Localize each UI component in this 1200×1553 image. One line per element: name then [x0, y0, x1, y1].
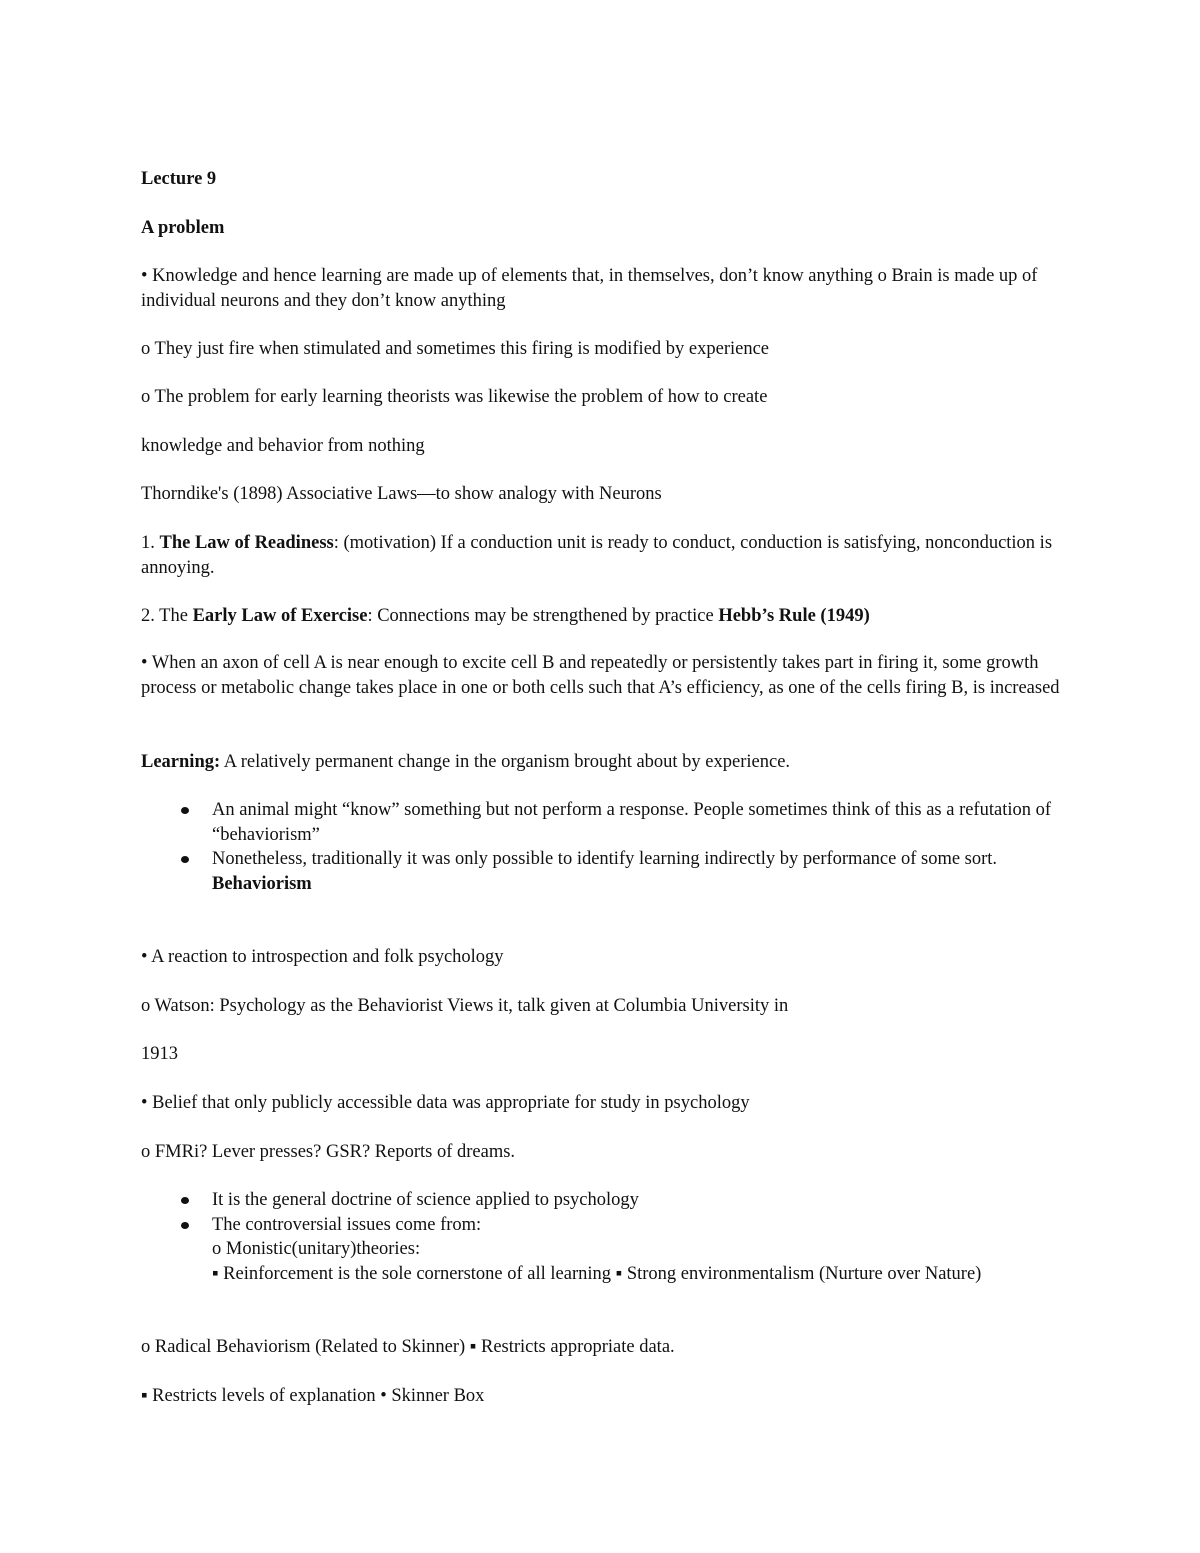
law-of-readiness [141, 531, 1061, 580]
list-item-text: It is the general doctrine of science applied to psychology [212, 1190, 639, 1210]
list-item [141, 1188, 1061, 1213]
lecture-title: Lecture 9 [141, 169, 217, 189]
paragraph-knowledge: • Knowledge and hence learning are made up of elements that, in themselves, don’t know anything o Brain is made up of individual neurons and they don’t know anything [141, 266, 1038, 311]
paragraph-hebb: • When an axon of cell A is near enough to excite cell B and repeatedly or persistently takes part in firing it, some growth process or metabolic change takes place in one or both cells such that A’s efficiency, as one of the cells firing B, is increased [141, 653, 1060, 698]
learning-text: A relatively permanent change in the organism brought about by experience. [220, 752, 791, 772]
paragraph-thorndike: Thorndike's (1898) Associative Laws—to show analogy with Neurons [141, 484, 662, 504]
paragraph-public-data: • Belief that only publicly accessible data was appropriate for study in psychology [141, 1093, 750, 1113]
list-subitem-text: o Monistic(unitary)theories: [212, 1239, 421, 1259]
list-item-text: Nonetheless, traditionally it was only possible to identify learning indirectly by performance of some sort. [212, 849, 998, 869]
paragraph-watson: o Watson: Psychology as the Behaviorist Views it, talk given at Columbia University in [141, 996, 789, 1016]
bullet-icon [181, 1197, 189, 1204]
law-text: : (motivation) If a conduction unit is ready to conduct, conduction is satisfying, nonconduction is annoying. [141, 533, 1053, 578]
bullet-icon [181, 856, 189, 863]
bullet-icon [181, 1222, 189, 1229]
learning-term: Learning: [141, 752, 221, 772]
law-term: The Law of Readiness [159, 533, 334, 553]
paragraph-year: 1913 [141, 1044, 178, 1064]
list-item-text: An animal might “know” something but not perform a response. People sometimes think of this as a refutation of “behaviorism” [212, 800, 1052, 845]
list-item-text: The controversial issues come from: [212, 1214, 482, 1235]
law-number: 1. [141, 533, 160, 553]
paragraph-fmri: o FMRi? Lever presses? GSR? Reports of dreams. [141, 1142, 516, 1162]
hebbs-rule: Hebb’s Rule (1949) [718, 606, 870, 626]
list-subitem-text: ▪ Reinforcement is the sole cornerstone of all learning ▪ Strong environmentalism (Nurture over Nature) [212, 1263, 982, 1284]
paragraph-skinner-box: ▪ Restricts levels of explanation • Skinner Box [141, 1386, 485, 1406]
list-item [141, 847, 1061, 896]
behaviorism-heading: Behaviorism [212, 873, 312, 894]
paragraph-learning-theorists: o The problem for early learning theorists was likewise the problem of how to create [141, 387, 768, 407]
law-text: : Connections may be strengthened by practice [367, 606, 719, 626]
list-item [141, 1213, 1061, 1287]
paragraph-radical-behaviorism: o Radical Behaviorism (Related to Skinner) ▪ Restricts appropriate data. [141, 1337, 675, 1357]
list-item [141, 798, 1061, 847]
section-heading-problem: A problem [141, 218, 225, 238]
bullet-icon [181, 807, 189, 814]
law-number: 2. The [141, 606, 193, 626]
science-bullet-list [141, 1188, 1061, 1286]
law-term: Early Law of Exercise [192, 606, 368, 626]
paragraph-reaction: • A reaction to introspection and folk psychology [141, 947, 504, 967]
paragraph-neurons-fire: o They just fire when stimulated and sometimes this firing is modified by experience [141, 339, 770, 359]
early-law-of-exercise [141, 604, 1061, 629]
learning-definition [141, 750, 1061, 775]
paragraph-knowledge-behavior: knowledge and behavior from nothing [141, 436, 425, 456]
learning-bullet-list [141, 798, 1061, 896]
